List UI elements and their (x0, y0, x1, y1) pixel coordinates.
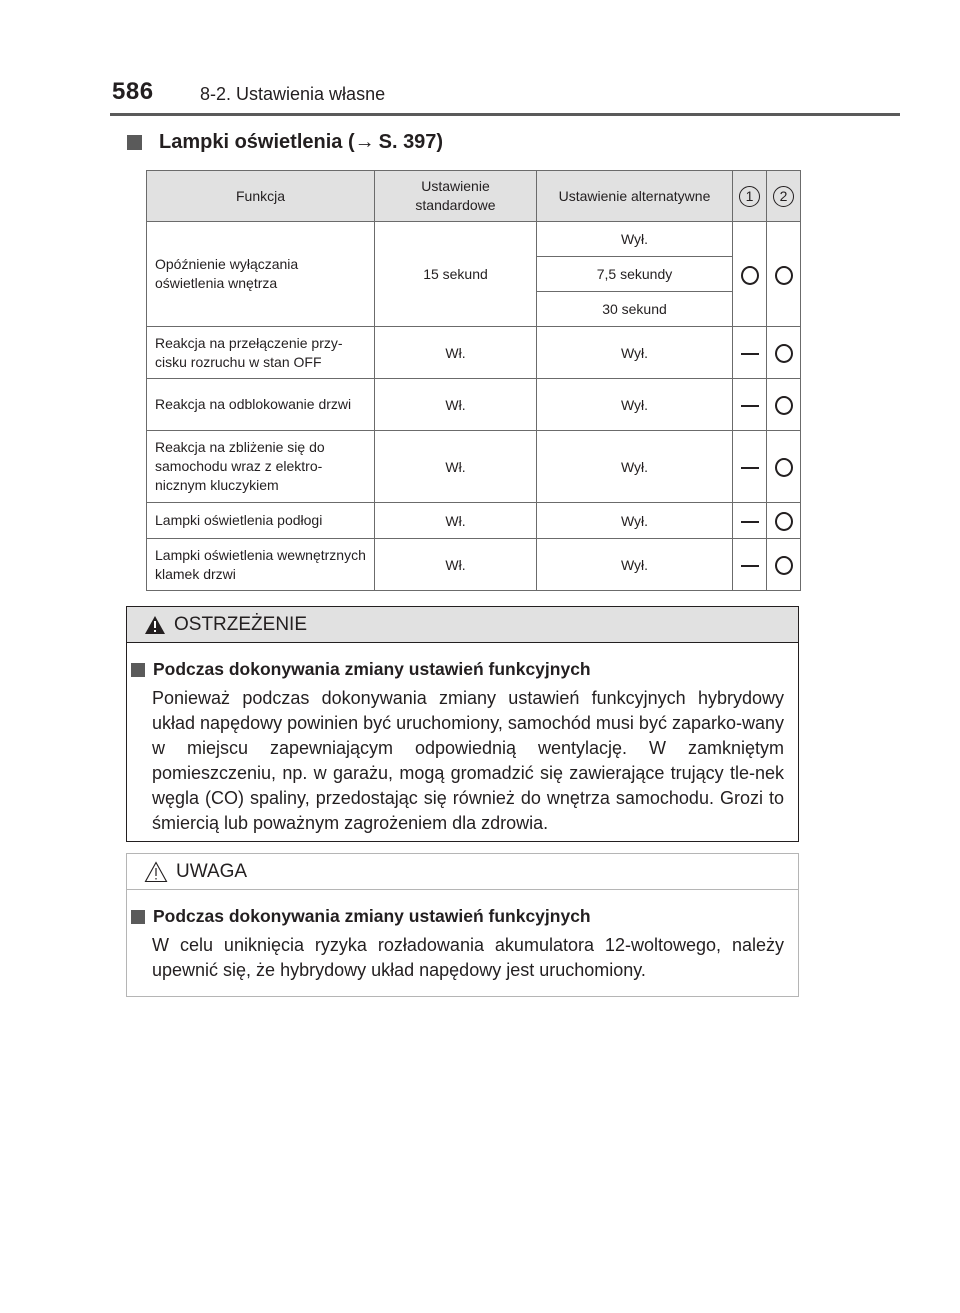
circled-two: 2 (773, 186, 794, 207)
col2-mark-cell (767, 503, 801, 539)
function-cell: Lampki oświetlenia wewnętrznych klamek drzwi (147, 539, 375, 591)
square-bullet-icon (131, 663, 145, 677)
caution-triangle-icon (144, 861, 168, 883)
section-page-reference: S. 397) (378, 131, 444, 153)
standard-cell: Wł. (375, 379, 537, 431)
caution-subheading (131, 906, 798, 927)
col1-mark-cell (733, 379, 767, 431)
caution-label: UWAGA (176, 860, 248, 882)
standard-cell: Wł. (375, 327, 537, 379)
col1-mark-cell (733, 222, 767, 327)
table-row (147, 222, 801, 257)
warning-triangle-icon (144, 615, 166, 635)
circle-mark-icon (741, 266, 759, 285)
alternative-cell: 30 sekund (537, 292, 733, 327)
alternative-cell: Wył. (537, 503, 733, 539)
header-function: Funkcja (147, 171, 375, 222)
alternative-cell: Wył. (537, 327, 733, 379)
reference-arrow-icon: → (354, 131, 375, 153)
section-heading (127, 131, 443, 154)
header-col2 (767, 171, 801, 222)
warning-header (127, 607, 798, 643)
col2-mark-cell (767, 431, 801, 503)
function-cell: Lampki oświetlenia podłogi (147, 503, 375, 539)
section-title: Lampki oświetlenia ( (159, 131, 355, 153)
function-cell: Reakcja na odblokowanie drzwi (147, 379, 375, 431)
alternative-cell: Wył. (537, 539, 733, 591)
col1-mark-cell (733, 539, 767, 591)
alternative-cell: 7,5 sekundy (537, 257, 733, 292)
settings-table (146, 170, 801, 591)
col2-mark-cell (767, 222, 801, 327)
alternative-cell: Wył. (537, 222, 733, 257)
table-row (147, 327, 801, 379)
header-standard: Ustawienie standardowe (375, 171, 537, 222)
square-bullet-icon (131, 910, 145, 924)
chapter-title: 8-2. Ustawienia własne (200, 84, 386, 104)
dash-mark-icon (741, 521, 759, 523)
dash-mark-icon (741, 405, 759, 407)
col1-mark-cell (733, 327, 767, 379)
warning-body: Ponieważ podczas dokonywania zmiany ustawień funkcyjnych hybrydowy układ napędowy powinien być uruchomiony, samochód musi być zaparko-wany w miejscu zapewniającym odpowiednią wentylację. W zamkniętym pomieszczeniu, np. w garażu, mogą gromadzić się zawierające trujący tle-nek węgla (CO) spaliny, przedostając się również do wnętrza samochodu. Grozi to śmiercią lub poważnym zagrożeniem dla zdrowia. (152, 688, 784, 833)
circled-one: 1 (739, 186, 760, 207)
header-alternative: Ustawienie alternatywne (537, 171, 733, 222)
col1-mark-cell (733, 503, 767, 539)
function-cell: Opóźnienie wyłączania oświetlenia wnętrza (147, 222, 375, 327)
standard-cell: Wł. (375, 539, 537, 591)
function-cell: Reakcja na przełączenie przy-cisku rozruchu w stan OFF (147, 327, 375, 379)
circle-mark-icon (775, 458, 793, 477)
dash-mark-icon (741, 565, 759, 567)
caution-box (126, 853, 799, 997)
table-row (147, 539, 801, 591)
circle-mark-icon (775, 512, 793, 531)
header-col1 (733, 171, 767, 222)
table-header-row (147, 171, 801, 222)
warning-box (126, 606, 799, 842)
square-bullet-icon (127, 135, 142, 150)
standard-cell: 15 sekund (375, 222, 537, 327)
circle-mark-icon (775, 344, 793, 363)
caution-header (127, 854, 798, 890)
circle-mark-icon (775, 556, 793, 575)
caution-subheading-text: Podczas dokonywania zmiany ustawień funkcyjnych (153, 906, 591, 926)
header-rule (110, 113, 900, 116)
col1-mark-cell (733, 431, 767, 503)
col2-mark-cell (767, 379, 801, 431)
warning-subheading-text: Podczas dokonywania zmiany ustawień funkcyjnych (153, 659, 591, 679)
table-row (147, 379, 801, 431)
caution-body: W celu uniknięcia ryzyka rozładowania akumulatora 12-woltowego, należy upewnić się, że hybrydowy układ napędowy jest uruchomiony. (152, 935, 784, 980)
warning-subheading (131, 659, 798, 680)
standard-cell: Wł. (375, 431, 537, 503)
circle-mark-icon (775, 396, 793, 415)
alternative-cell: Wył. (537, 431, 733, 503)
table-row (147, 431, 801, 503)
standard-cell: Wł. (375, 503, 537, 539)
dash-mark-icon (741, 353, 759, 355)
page-number: 586 (112, 78, 154, 105)
col2-mark-cell (767, 539, 801, 591)
table-row (147, 503, 801, 539)
dash-mark-icon (741, 467, 759, 469)
function-cell: Reakcja na zbliżenie się do samochodu wraz z elektro-nicznym kluczykiem (147, 431, 375, 503)
col2-mark-cell (767, 327, 801, 379)
alternative-cell: Wył. (537, 379, 733, 431)
circle-mark-icon (775, 266, 793, 285)
warning-label: OSTRZEŻENIE (174, 613, 308, 635)
